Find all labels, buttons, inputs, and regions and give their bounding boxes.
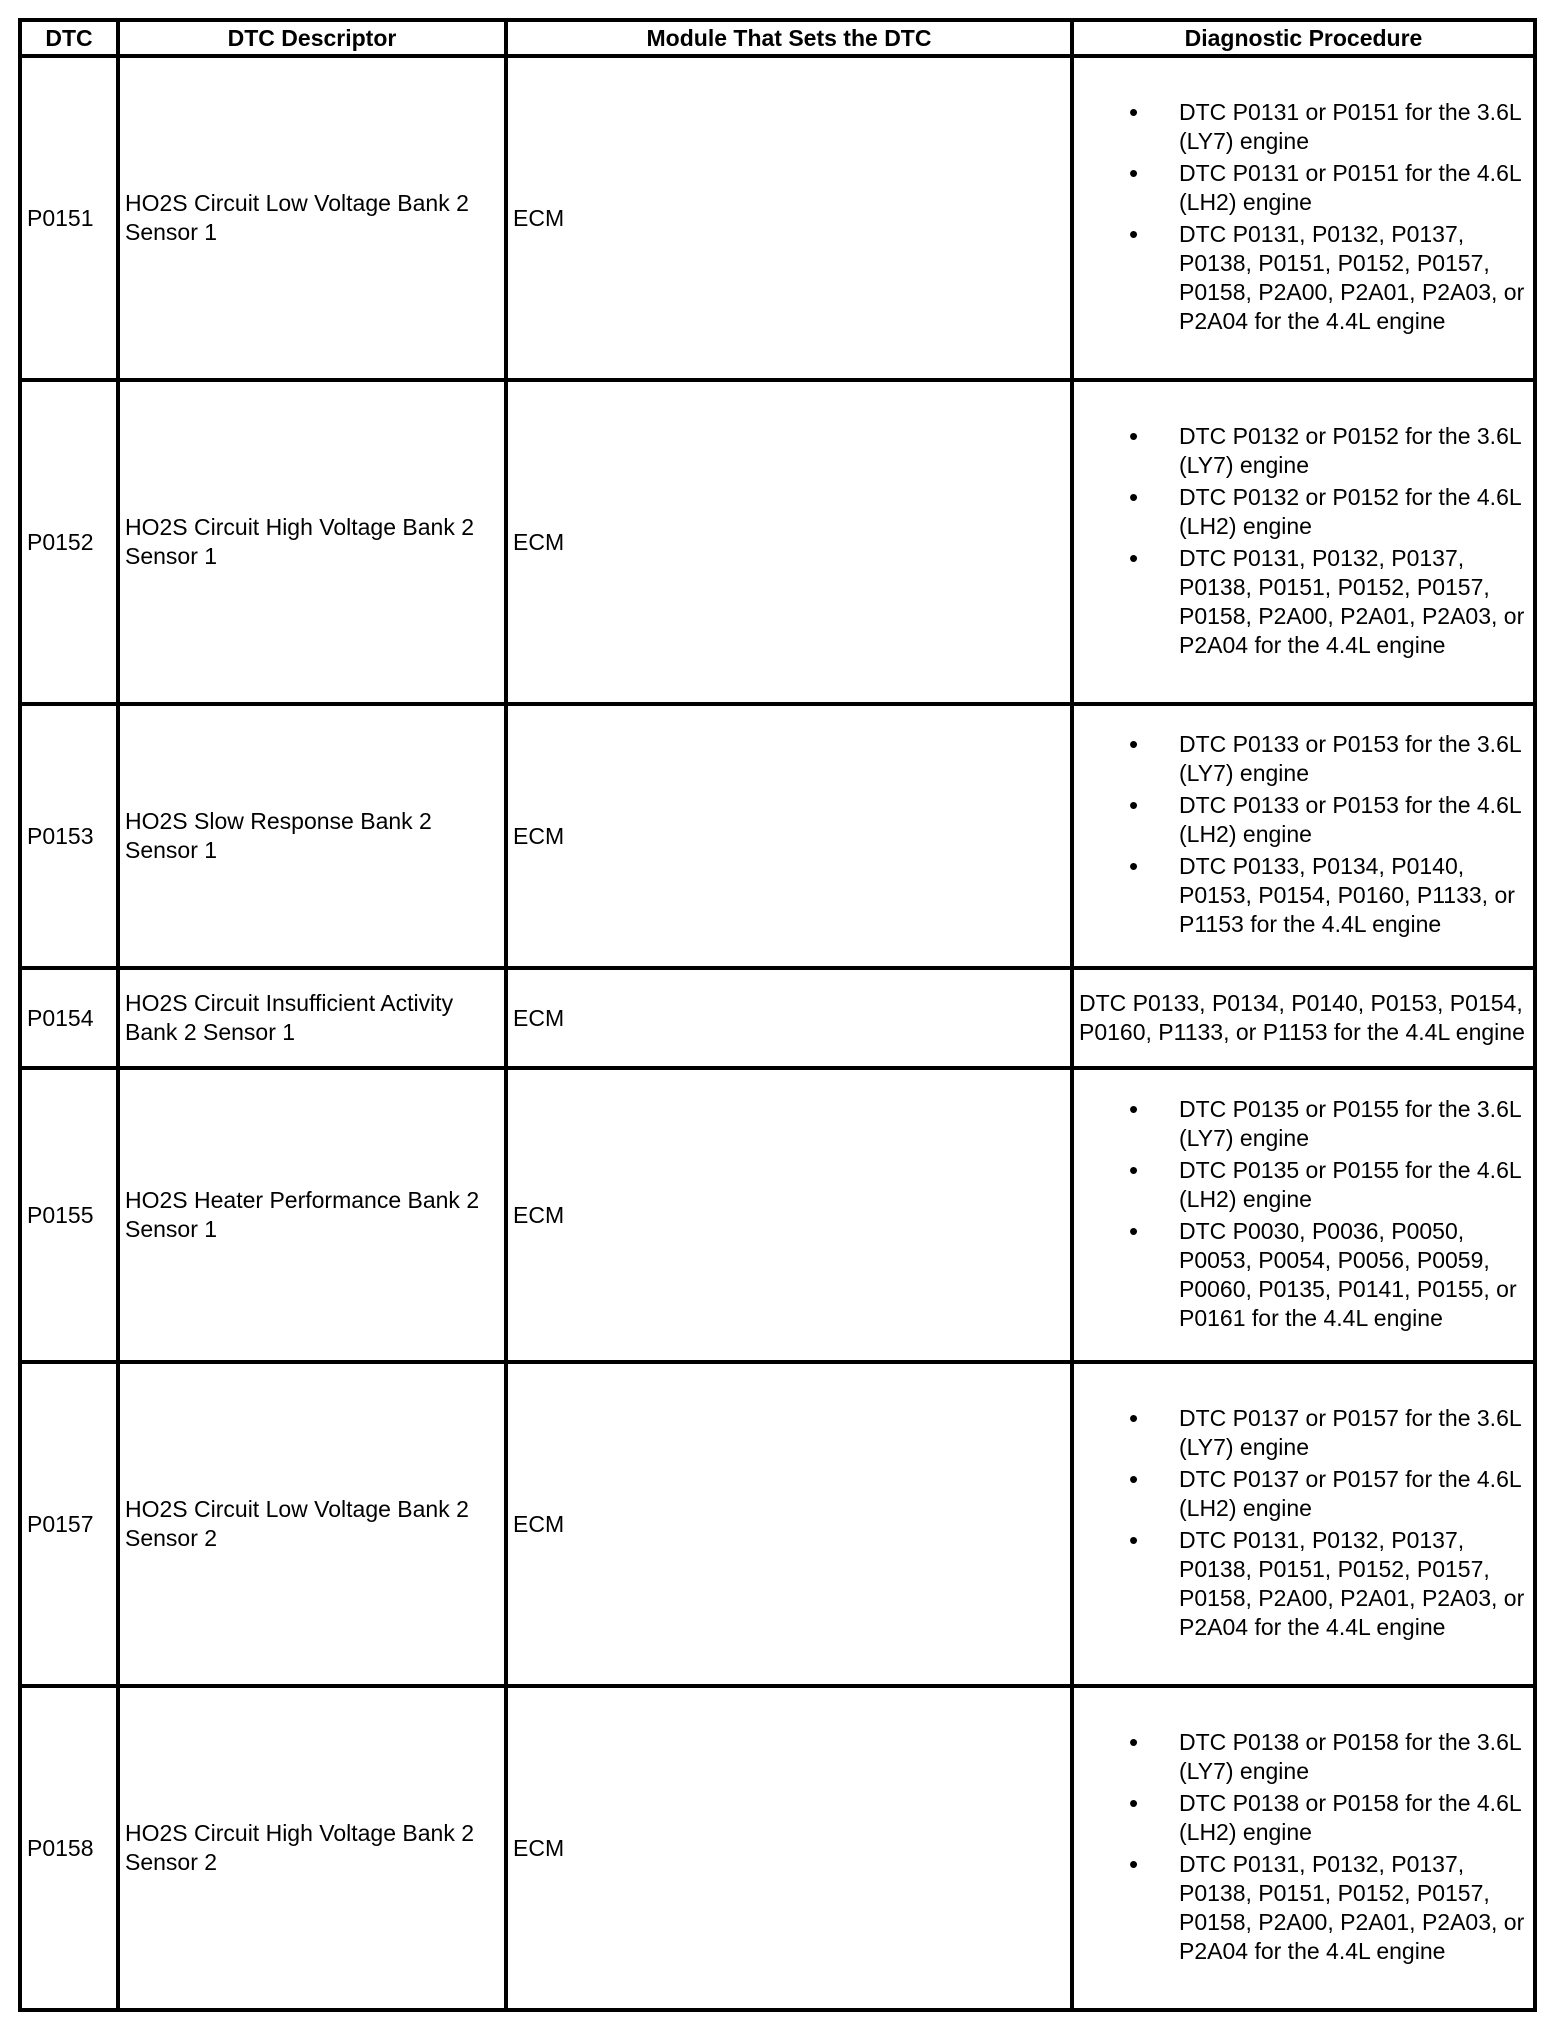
header-dtc: DTC: [20, 20, 118, 56]
dtc-table: [18, 18, 1537, 2012]
dtc-module: ECM: [506, 968, 1072, 1068]
procedure-item: • DTC P0135 or P0155 for the 4.6L (LH2) engine: [1179, 1156, 1528, 1214]
table-row: [20, 56, 1535, 380]
procedure-item: • DTC P0132 or P0152 for the 3.6L (LY7) engine: [1179, 422, 1528, 480]
procedure-list: [1079, 1095, 1528, 1333]
dtc-descriptor: HO2S Circuit Low Voltage Bank 2 Sensor 1: [118, 56, 506, 380]
dtc-module: ECM: [506, 380, 1072, 704]
table-row: [20, 968, 1535, 1068]
table-body: [20, 56, 1535, 2010]
dtc-code: P0153: [20, 704, 118, 968]
dtc-descriptor: HO2S Heater Performance Bank 2 Sensor 1: [118, 1068, 506, 1362]
table-row: [20, 380, 1535, 704]
dtc-code: P0154: [20, 968, 118, 1068]
dtc-module: ECM: [506, 704, 1072, 968]
dtc-descriptor: HO2S Circuit Insufficient Activity Bank 2 Sensor 1: [118, 968, 506, 1068]
procedure-item: • DTC P0135 or P0155 for the 3.6L (LY7) engine: [1179, 1095, 1528, 1153]
header-procedure: Diagnostic Procedure: [1072, 20, 1535, 56]
procedure-item: • DTC P0133, P0134, P0140, P0153, P0154, P0160, P1133, or P1153 for the 4.4L engine: [1179, 852, 1528, 939]
table-header: [20, 20, 1535, 56]
procedure-list: [1079, 98, 1528, 336]
procedure-item: • DTC P0138 or P0158 for the 4.6L (LH2) engine: [1179, 1789, 1528, 1847]
dtc-module: ECM: [506, 1068, 1072, 1362]
dtc-code: P0155: [20, 1068, 118, 1362]
dtc-module: ECM: [506, 56, 1072, 380]
header-row: [20, 20, 1535, 56]
procedure-item: • DTC P0132 or P0152 for the 4.6L (LH2) engine: [1179, 483, 1528, 541]
diagnostic-procedure: [1072, 56, 1535, 380]
dtc-code: P0158: [20, 1686, 118, 2010]
table-row: [20, 1686, 1535, 2010]
diagnostic-procedure: [1072, 704, 1535, 968]
diagnostic-procedure: [1072, 1068, 1535, 1362]
procedure-item: • DTC P0131, P0132, P0137, P0138, P0151, P0152, P0157, P0158, P2A00, P2A01, P2A03, or P2A04 for the 4.4L engine: [1179, 544, 1528, 660]
diagnostic-procedure: [1072, 1686, 1535, 2010]
header-descriptor: DTC Descriptor: [118, 20, 506, 56]
procedure-list: [1079, 1404, 1528, 1642]
dtc-code: P0157: [20, 1362, 118, 1686]
diagnostic-procedure: [1072, 968, 1535, 1068]
diagnostic-procedure: [1072, 1362, 1535, 1686]
procedure-item: • DTC P0131, P0132, P0137, P0138, P0151, P0152, P0157, P0158, P2A00, P2A01, P2A03, or P2A04 for the 4.4L engine: [1179, 1526, 1528, 1642]
procedure-item: • DTC P0131, P0132, P0137, P0138, P0151, P0152, P0157, P0158, P2A00, P2A01, P2A03, or P2A04 for the 4.4L engine: [1179, 1850, 1528, 1966]
table-row: [20, 1362, 1535, 1686]
header-module: Module That Sets the DTC: [506, 20, 1072, 56]
procedure-list: [1079, 1728, 1528, 1966]
dtc-descriptor: HO2S Circuit Low Voltage Bank 2 Sensor 2: [118, 1362, 506, 1686]
dtc-code: P0151: [20, 56, 118, 380]
dtc-module: ECM: [506, 1686, 1072, 2010]
dtc-descriptor: HO2S Slow Response Bank 2 Sensor 1: [118, 704, 506, 968]
procedure-item: • DTC P0137 or P0157 for the 4.6L (LH2) engine: [1179, 1465, 1528, 1523]
procedure-item: • DTC P0131, P0132, P0137, P0138, P0151, P0152, P0157, P0158, P2A00, P2A01, P2A03, or P2A04 for the 4.4L engine: [1179, 220, 1528, 336]
procedure-item: • DTC P0131 or P0151 for the 3.6L (LY7) engine: [1179, 98, 1528, 156]
procedure-item: • DTC P0137 or P0157 for the 3.6L (LY7) engine: [1179, 1404, 1528, 1462]
procedure-item: • DTC P0133 or P0153 for the 4.6L (LH2) engine: [1179, 791, 1528, 849]
dtc-descriptor: HO2S Circuit High Voltage Bank 2 Sensor 1: [118, 380, 506, 704]
table-row: [20, 1068, 1535, 1362]
diagnostic-procedure: [1072, 380, 1535, 704]
procedure-item: • DTC P0138 or P0158 for the 3.6L (LY7) engine: [1179, 1728, 1528, 1786]
procedure-list: [1079, 730, 1528, 939]
procedure-item: • DTC P0030, P0036, P0050, P0053, P0054, P0056, P0059, P0060, P0135, P0141, P0155, or P0161 for the 4.4L engine: [1179, 1217, 1528, 1333]
table-row: [20, 704, 1535, 968]
dtc-code: P0152: [20, 380, 118, 704]
dtc-module: ECM: [506, 1362, 1072, 1686]
procedure-item: • DTC P0133 or P0153 for the 3.6L (LY7) engine: [1179, 730, 1528, 788]
dtc-descriptor: HO2S Circuit High Voltage Bank 2 Sensor 2: [118, 1686, 506, 2010]
procedure-list: [1079, 422, 1528, 660]
procedure-text: DTC P0133, P0134, P0140, P0153, P0154, P0160, P1133, or P1153 for the 4.4L engine: [1079, 990, 1525, 1045]
procedure-item: • DTC P0131 or P0151 for the 4.6L (LH2) engine: [1179, 159, 1528, 217]
